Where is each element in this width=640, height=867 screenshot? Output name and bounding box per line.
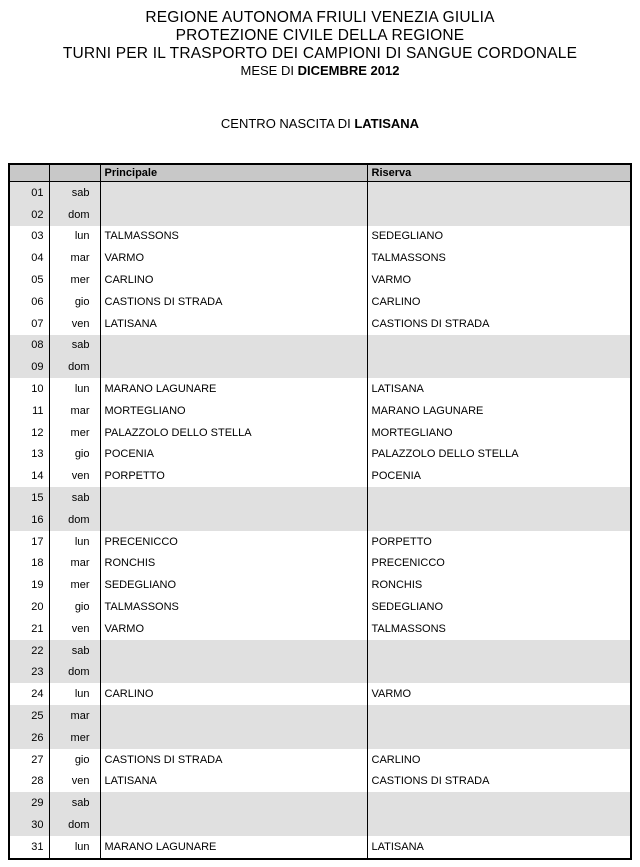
weekday-cell: dom	[49, 662, 100, 684]
day-number-cell: 20	[9, 596, 49, 618]
day-number-cell: 07	[9, 313, 49, 335]
weekday-cell: gio	[49, 444, 100, 466]
weekday-cell: mar	[49, 400, 100, 422]
principale-cell: CARLINO	[100, 683, 367, 705]
riserva-cell: PRECENICCO	[367, 553, 631, 575]
riserva-cell	[367, 705, 631, 727]
month-value-label: DICEMBRE 2012	[297, 63, 400, 78]
principale-cell	[100, 727, 367, 749]
month-prefix-label: MESE DI	[240, 63, 298, 78]
day-number-cell: 14	[9, 465, 49, 487]
principale-cell	[100, 356, 367, 378]
weekday-cell: lun	[49, 531, 100, 553]
riserva-cell	[367, 356, 631, 378]
principale-cell: SEDEGLIANO	[100, 574, 367, 596]
riserva-cell: MORTEGLIANO	[367, 422, 631, 444]
title-line-1: REGIONE AUTONOMA FRIULI VENEZIA GIULIA	[145, 9, 495, 26]
table-row	[9, 422, 631, 444]
riserva-cell: LATISANA	[367, 836, 631, 859]
principale-cell	[100, 204, 367, 226]
principale-cell	[100, 335, 367, 357]
day-number-cell: 12	[9, 422, 49, 444]
weekday-cell: gio	[49, 749, 100, 771]
birth-center-prefix-label: CENTRO NASCITA DI	[220, 116, 355, 131]
table-row	[9, 204, 631, 226]
table-row	[9, 618, 631, 640]
weekday-cell: lun	[49, 836, 100, 859]
riserva-cell	[367, 487, 631, 509]
weekday-cell: mer	[49, 422, 100, 444]
riserva-cell: SEDEGLIANO	[367, 226, 631, 248]
riserva-cell	[367, 814, 631, 836]
weekday-cell: ven	[49, 618, 100, 640]
day-number-cell: 05	[9, 269, 49, 291]
weekday-cell: gio	[49, 291, 100, 313]
principale-cell	[100, 487, 367, 509]
principale-cell: PRECENICCO	[100, 531, 367, 553]
riserva-cell: SEDEGLIANO	[367, 596, 631, 618]
principale-cell: VARMO	[100, 618, 367, 640]
table-row	[9, 313, 631, 335]
principale-cell: RONCHIS	[100, 553, 367, 575]
weekday-cell: mer	[49, 269, 100, 291]
table-row	[9, 291, 631, 313]
riserva-cell	[367, 509, 631, 531]
day-number-cell: 15	[9, 487, 49, 509]
principale-cell: TALMASSONS	[100, 596, 367, 618]
table-row	[9, 683, 631, 705]
riserva-cell: CARLINO	[367, 749, 631, 771]
weekday-cell: sab	[49, 335, 100, 357]
riserva-cell: MARANO LAGUNARE	[367, 400, 631, 422]
principale-cell	[100, 705, 367, 727]
table-row	[9, 487, 631, 509]
riserva-cell: VARMO	[367, 269, 631, 291]
weekday-cell: sab	[49, 182, 100, 204]
principale-cell: TALMASSONS	[100, 226, 367, 248]
riserva-cell: TALMASSONS	[367, 247, 631, 269]
principale-cell	[100, 662, 367, 684]
weekday-cell: dom	[49, 204, 100, 226]
riserva-cell	[367, 727, 631, 749]
principale-cell: CASTIONS DI STRADA	[100, 291, 367, 313]
document-header	[0, 0, 640, 79]
table-header	[9, 164, 631, 182]
table-row	[9, 596, 631, 618]
day-number-cell: 02	[9, 204, 49, 226]
table-row	[9, 640, 631, 662]
table-row	[9, 509, 631, 531]
principale-cell	[100, 182, 367, 204]
day-number-cell: 24	[9, 683, 49, 705]
riserva-cell: PALAZZOLO DELLO STELLA	[367, 444, 631, 466]
day-number-cell: 17	[9, 531, 49, 553]
title-line-3: TURNI PER IL TRASPORTO DEI CAMPIONI DI SANGUE CORDONALE	[62, 45, 578, 62]
principale-cell	[100, 509, 367, 531]
table-row	[9, 400, 631, 422]
table-header-row	[9, 164, 631, 182]
table-row	[9, 574, 631, 596]
riserva-cell	[367, 204, 631, 226]
weekday-cell: lun	[49, 378, 100, 400]
day-number-cell: 06	[9, 291, 49, 313]
table-row	[9, 749, 631, 771]
weekday-cell: mar	[49, 247, 100, 269]
principale-cell: PALAZZOLO DELLO STELLA	[100, 422, 367, 444]
principale-header: Principale	[100, 164, 367, 182]
table-row	[9, 531, 631, 553]
day-number-cell: 04	[9, 247, 49, 269]
principale-cell	[100, 792, 367, 814]
title-line-2: PROTEZIONE CIVILE DELLA REGIONE	[175, 27, 465, 44]
weekday-cell: mer	[49, 727, 100, 749]
weekday-cell: gio	[49, 596, 100, 618]
riserva-cell: CASTIONS DI STRADA	[367, 771, 631, 793]
day-number-cell: 28	[9, 771, 49, 793]
birth-center-name-label: LATISANA	[354, 116, 420, 131]
table-row	[9, 792, 631, 814]
riserva-cell	[367, 182, 631, 204]
day-number-cell: 13	[9, 444, 49, 466]
weekday-cell: dom	[49, 509, 100, 531]
day-number-cell: 21	[9, 618, 49, 640]
table-row	[9, 356, 631, 378]
table-row	[9, 553, 631, 575]
day-number-cell: 18	[9, 553, 49, 575]
principale-cell: LATISANA	[100, 313, 367, 335]
riserva-cell	[367, 640, 631, 662]
riserva-cell	[367, 792, 631, 814]
day-number-cell: 19	[9, 574, 49, 596]
table-row	[9, 771, 631, 793]
table-row	[9, 226, 631, 248]
day-number-header	[9, 164, 49, 182]
weekday-cell: sab	[49, 792, 100, 814]
table-row	[9, 662, 631, 684]
principale-cell	[100, 640, 367, 662]
weekday-cell: mar	[49, 705, 100, 727]
weekday-cell: mer	[49, 574, 100, 596]
day-number-cell: 25	[9, 705, 49, 727]
table-row	[9, 814, 631, 836]
day-number-cell: 01	[9, 182, 49, 204]
riserva-header: Riserva	[367, 164, 631, 182]
riserva-cell: VARMO	[367, 683, 631, 705]
riserva-cell: PORPETTO	[367, 531, 631, 553]
principale-cell: VARMO	[100, 247, 367, 269]
day-number-cell: 11	[9, 400, 49, 422]
table-row	[9, 836, 631, 859]
riserva-cell: TALMASSONS	[367, 618, 631, 640]
weekday-cell: ven	[49, 465, 100, 487]
day-number-cell: 29	[9, 792, 49, 814]
table-row	[9, 335, 631, 357]
principale-cell: MARANO LAGUNARE	[100, 378, 367, 400]
principale-cell: PORPETTO	[100, 465, 367, 487]
weekday-cell: ven	[49, 313, 100, 335]
principale-cell: CARLINO	[100, 269, 367, 291]
table-row	[9, 444, 631, 466]
riserva-cell: CASTIONS DI STRADA	[367, 313, 631, 335]
day-number-cell: 08	[9, 335, 49, 357]
birth-center-line	[0, 116, 640, 132]
day-number-cell: 10	[9, 378, 49, 400]
table-row	[9, 269, 631, 291]
day-number-cell: 09	[9, 356, 49, 378]
riserva-cell	[367, 335, 631, 357]
principale-cell: MORTEGLIANO	[100, 400, 367, 422]
riserva-cell	[367, 662, 631, 684]
riserva-cell: POCENIA	[367, 465, 631, 487]
principale-cell: LATISANA	[100, 771, 367, 793]
weekday-cell: mar	[49, 553, 100, 575]
weekday-cell: dom	[49, 356, 100, 378]
table-row	[9, 465, 631, 487]
riserva-cell: LATISANA	[367, 378, 631, 400]
principale-cell: MARANO LAGUNARE	[100, 836, 367, 859]
title-line-month	[0, 63, 640, 79]
table-row	[9, 378, 631, 400]
table-row	[9, 247, 631, 269]
day-number-cell: 30	[9, 814, 49, 836]
table-row	[9, 727, 631, 749]
weekday-cell: lun	[49, 683, 100, 705]
table-row	[9, 705, 631, 727]
principale-cell	[100, 814, 367, 836]
shift-roster-table	[8, 163, 632, 860]
day-number-cell: 27	[9, 749, 49, 771]
day-number-cell: 31	[9, 836, 49, 859]
table-row	[9, 182, 631, 204]
weekday-cell: sab	[49, 640, 100, 662]
day-number-cell: 26	[9, 727, 49, 749]
day-number-cell: 22	[9, 640, 49, 662]
table-body	[9, 182, 631, 859]
day-number-cell: 03	[9, 226, 49, 248]
weekday-cell: lun	[49, 226, 100, 248]
day-number-cell: 16	[9, 509, 49, 531]
riserva-cell: CARLINO	[367, 291, 631, 313]
principale-cell: CASTIONS DI STRADA	[100, 749, 367, 771]
weekday-cell: sab	[49, 487, 100, 509]
principale-cell: POCENIA	[100, 444, 367, 466]
day-number-cell: 23	[9, 662, 49, 684]
weekday-cell: dom	[49, 814, 100, 836]
weekday-cell: ven	[49, 771, 100, 793]
weekday-header	[49, 164, 100, 182]
riserva-cell: RONCHIS	[367, 574, 631, 596]
